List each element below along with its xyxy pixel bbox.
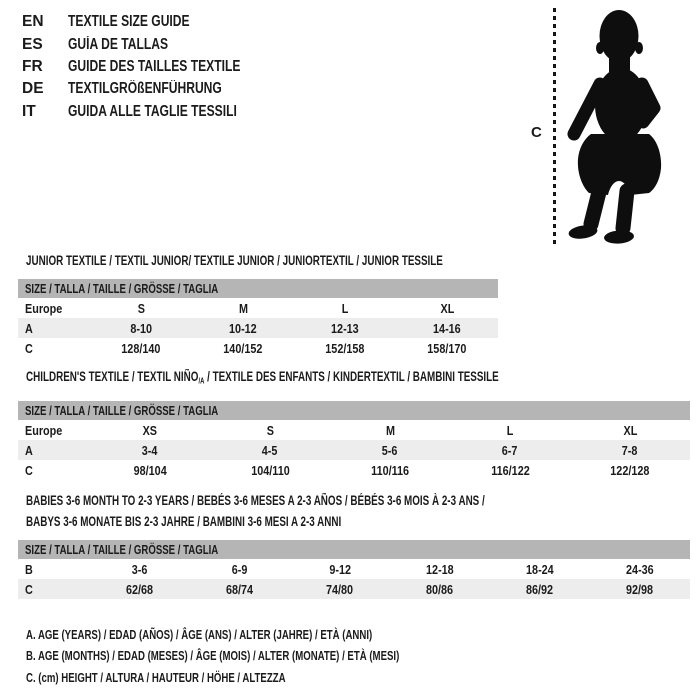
row-label: C (25, 340, 33, 356)
table-cell: 7-8 (622, 442, 638, 458)
table-cell: 110/116 (371, 462, 409, 478)
row-label: A (25, 442, 33, 458)
language-code: ES (22, 35, 43, 53)
table-cell: 104/110 (250, 462, 290, 478)
row-label: C (25, 462, 33, 478)
toddler-silhouette-icon (558, 6, 664, 248)
language-code: EN (22, 13, 44, 31)
table-row-europe (18, 420, 690, 440)
table-row-b (18, 559, 690, 579)
row-label: Europe (25, 422, 63, 438)
language-label: GUÍA DE TALLAS (68, 35, 169, 53)
size-header-row (18, 540, 690, 559)
language-list (22, 11, 289, 123)
table-cell: S (266, 422, 274, 438)
measure-label-c: C (531, 124, 542, 141)
babies-section-title (26, 490, 654, 532)
table-row-a (18, 318, 498, 338)
language-item-es (22, 33, 289, 55)
table-row-europe (18, 298, 498, 318)
language-label: GUIDE DES TAILLES TEXTILE (68, 57, 241, 75)
table-cell: 80/86 (426, 581, 454, 597)
legend (26, 624, 537, 688)
table-cell: 10-12 (229, 320, 257, 336)
children-size-table (18, 401, 690, 480)
table-cell: 92/98 (626, 581, 654, 597)
table-cell: 68/74 (226, 581, 254, 597)
table-cell: 140/152 (223, 340, 263, 356)
table-row-c (18, 460, 690, 480)
language-code: FR (22, 57, 43, 75)
language-label: GUIDA ALLE TAGLIE TESSILI (68, 102, 237, 120)
table-cell: 12-13 (331, 320, 359, 336)
children-title-text: CHILDREN'S TEXTILE / TEXTIL $NIÑO_{/A}$ / TEXTILE DES ENFANTS / KINDERTEXTIL / BAMBINI TESSILE (26, 369, 499, 386)
table-cell: 122/128 (610, 462, 650, 478)
legend-line-c: C. (cm) HEIGHT / ALTURA / HAUTEUR / HÖHE / ALTEZZA (26, 669, 286, 685)
language-code: IT (22, 102, 36, 120)
table-cell: 86/92 (526, 581, 554, 597)
babies-title-line1: BABIES 3-6 MONTH TO 2-3 YEARS / BEBÉS 3-6 MESES A 2-3 AÑOS / BÉBÉS 3-6 MOIS À 2-3 ANS / (26, 493, 485, 508)
table-cell: 5-6 (382, 442, 398, 458)
language-label: TEXTILGRÖßENFÜHRUNG (68, 80, 222, 98)
table-cell: XL (440, 300, 454, 316)
table-cell: 6-7 (502, 442, 518, 458)
table-cell: M (385, 422, 395, 438)
junior-title-text: JUNIOR TEXTILE / TEXTIL JUNIOR/ TEXTILE JUNIOR / JUNIORTEXTIL / JUNIOR TESSILE (26, 253, 443, 268)
children-section-title (26, 366, 674, 391)
table-cell: XL (623, 422, 637, 438)
table-cell: 14-16 (433, 320, 461, 336)
table-cell: 18-24 (526, 561, 554, 577)
table-cell: L (506, 422, 514, 438)
babies-size-table (18, 540, 690, 599)
table-cell: 9-12 (329, 561, 351, 577)
table-cell: S (137, 300, 145, 316)
language-code: DE (22, 80, 44, 98)
table-cell: XS (142, 422, 158, 438)
babies-title-line2: BABYS 3-6 MONATE BIS 2-3 JAHRE / BAMBINI 3-6 MESI A 2-3 ANNI (26, 514, 342, 529)
row-label: B (25, 561, 33, 577)
row-label: C (25, 581, 33, 597)
table-row-c (18, 338, 498, 358)
size-header-text: SIZE / TALLA / TAILLE / GRÖSSE / TAGLIA (25, 281, 219, 296)
language-item-en (22, 11, 289, 33)
table-cell: 8-10 (130, 320, 152, 336)
height-measure-line (553, 8, 556, 247)
table-cell: 12-18 (426, 561, 454, 577)
row-label: Europe (25, 300, 63, 316)
table-cell: 152/158 (325, 340, 365, 356)
size-header-row (18, 279, 498, 298)
table-cell: 62/68 (126, 581, 154, 597)
size-header-row (18, 401, 690, 420)
table-cell: 98/104 (133, 462, 167, 478)
table-cell: 6-9 (232, 561, 248, 577)
table-cell: 3-4 (142, 442, 158, 458)
table-cell: 4-5 (262, 442, 278, 458)
table-cell: 158/170 (427, 340, 467, 356)
language-label: TEXTILE SIZE GUIDE (68, 13, 190, 31)
table-cell: L (341, 300, 349, 316)
children-title-subscript: /A (198, 376, 205, 386)
legend-line-b: B. AGE (MONTHS) / EDAD (MESES) / ÂGE (MOIS) / ALTER (MONATE) / ETÀ (MESI) (26, 648, 400, 664)
table-cell: 24-36 (626, 561, 654, 577)
table-row-c (18, 579, 690, 599)
row-label: A (25, 320, 33, 336)
table-cell: 128/140 (121, 340, 161, 356)
table-row-a (18, 440, 690, 460)
language-item-fr (22, 56, 289, 78)
size-header-text: SIZE / TALLA / TAILLE / GRÖSSE / TAGLIA (25, 403, 219, 418)
language-item-it (22, 101, 289, 123)
table-cell: M (238, 300, 248, 316)
size-header-text: SIZE / TALLA / TAILLE / GRÖSSE / TAGLIA (25, 542, 219, 557)
table-cell: 116/122 (490, 462, 530, 478)
table-cell: 74/80 (326, 581, 354, 597)
junior-size-table (18, 279, 498, 358)
language-item-de (22, 78, 289, 100)
table-cell: 3-6 (132, 561, 148, 577)
legend-line-a: A. AGE (YEARS) / EDAD (AÑOS) / ÂGE (ANS) / ALTER (JAHRE) / ETÀ (ANNI) (26, 627, 373, 643)
junior-section-title (26, 250, 597, 271)
